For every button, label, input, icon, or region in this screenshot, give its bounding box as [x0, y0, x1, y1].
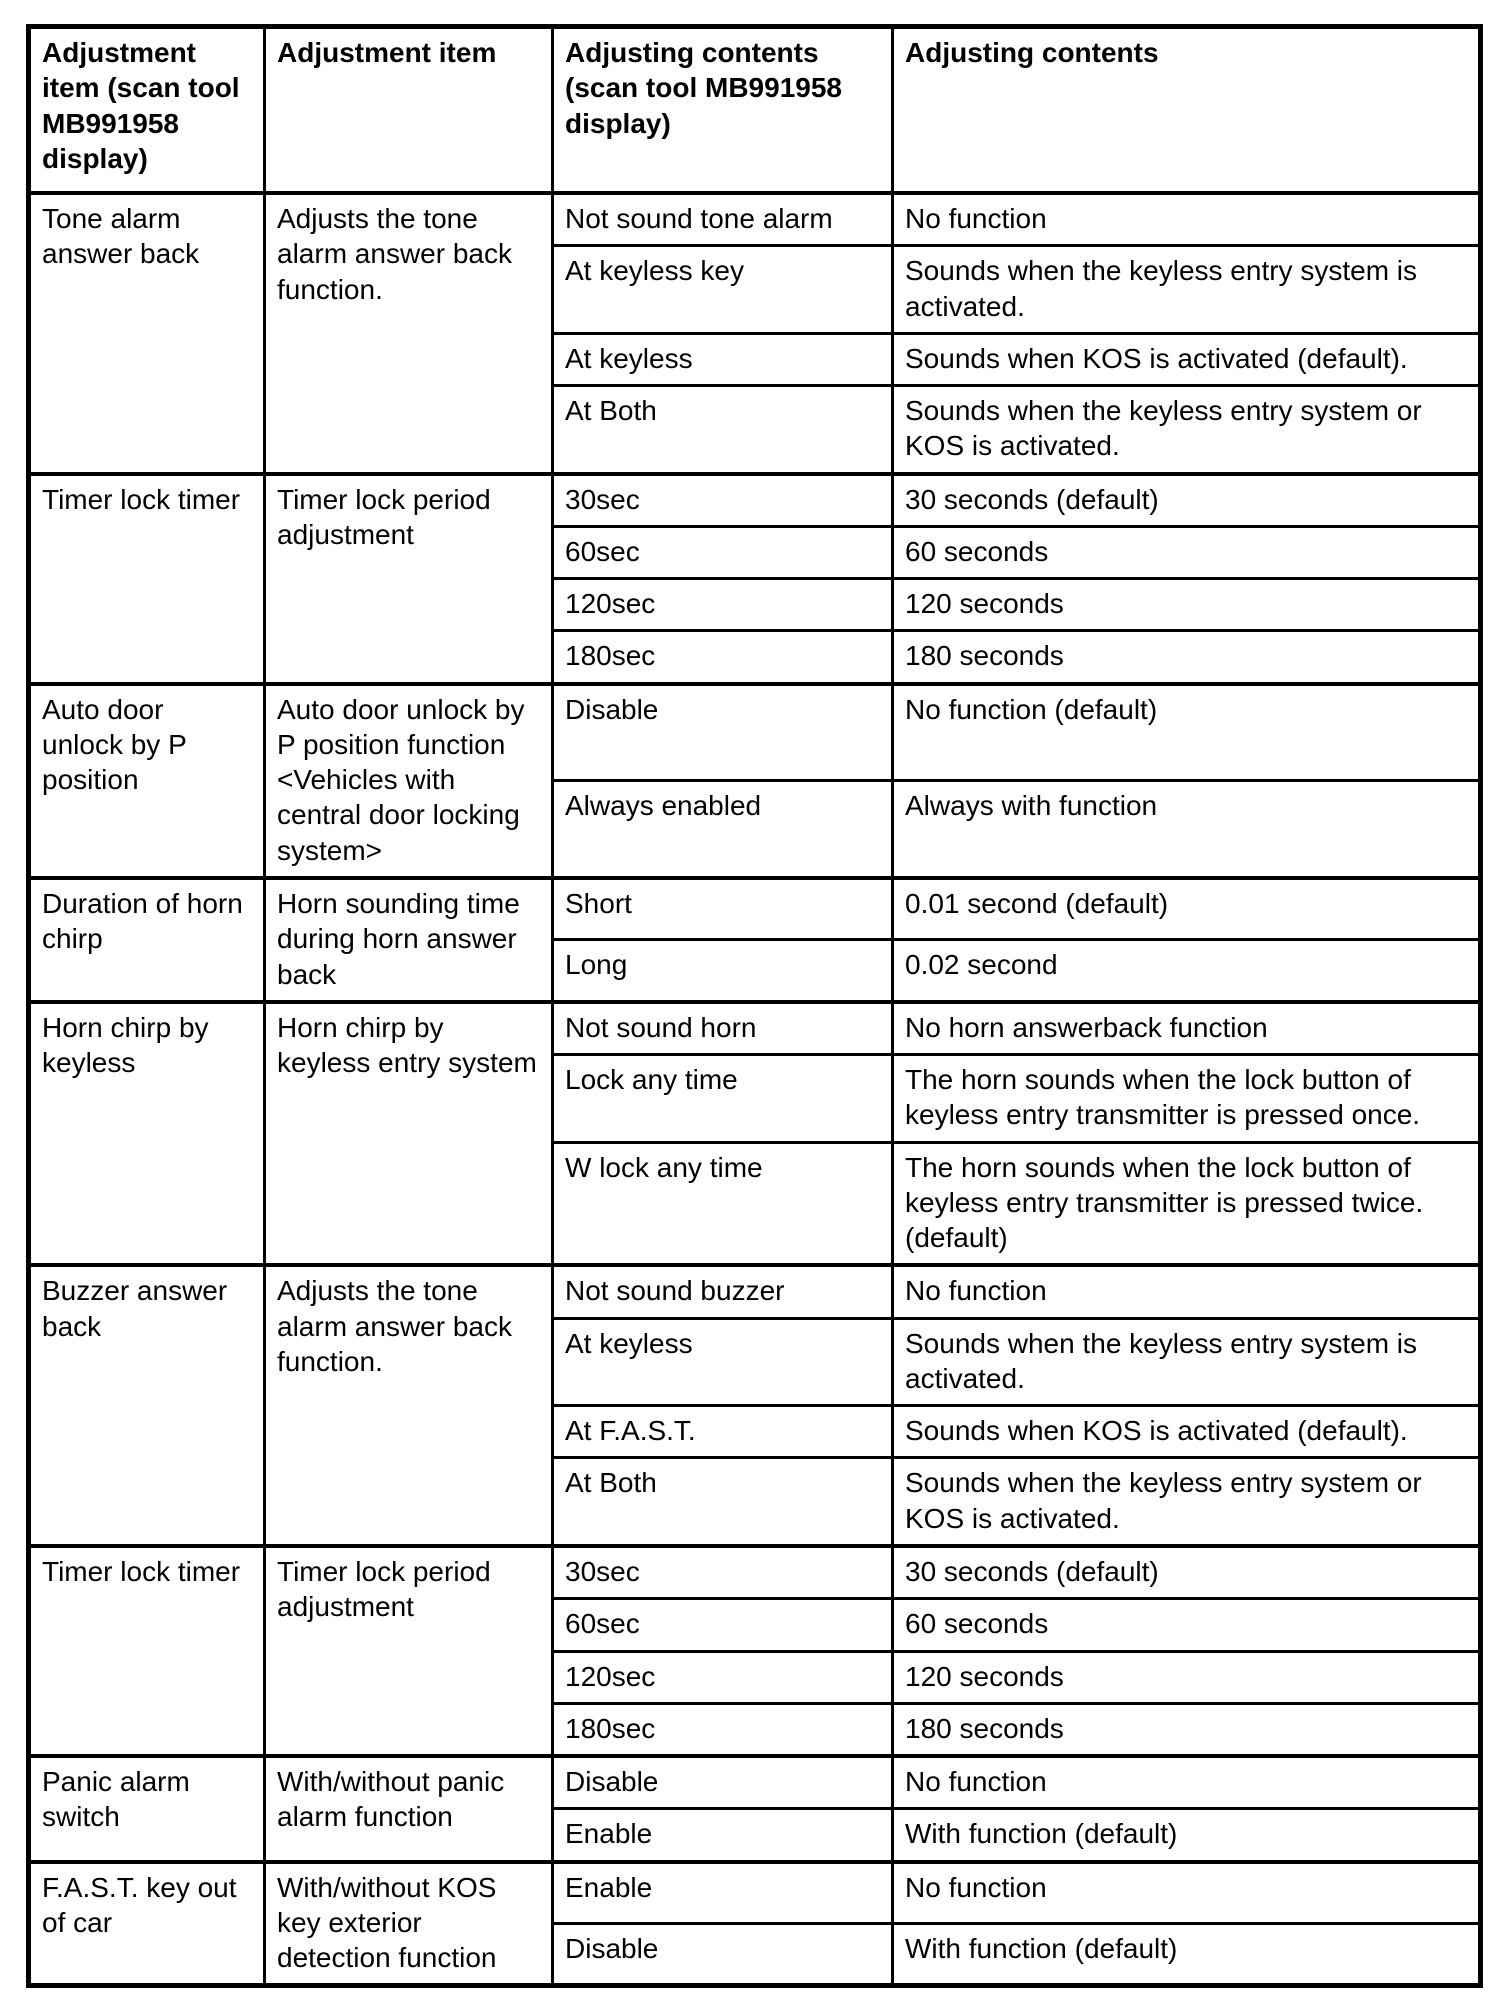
adjusting-result-cell: Sounds when the keyless entry system is activated.	[893, 246, 1481, 334]
adjusting-result-cell: 30 seconds (default)	[893, 1546, 1481, 1599]
adjusting-result-cell: 30 seconds (default)	[893, 474, 1481, 527]
table-row	[29, 878, 1481, 940]
adjusting-content-cell: 60sec	[553, 526, 893, 578]
table-body	[29, 193, 1481, 1986]
adjusting-content-cell: Disable	[553, 684, 893, 781]
header-adjusting-contents: Adjusting contents	[893, 27, 1481, 194]
adjustment-item-cell: Duration of horn chirp	[29, 878, 265, 1002]
adjustment-item-cell: Panic alarm switch	[29, 1756, 265, 1862]
adjusting-result-cell: 180 seconds	[893, 631, 1481, 684]
adjusting-result-cell: No function (default)	[893, 684, 1481, 781]
table-row	[29, 1862, 1481, 1924]
adjusting-result-cell: 120 seconds	[893, 579, 1481, 631]
adjusting-content-cell: 60sec	[553, 1599, 893, 1651]
adjustment-item-cell: Auto door unlock by P position	[29, 684, 265, 878]
adjusting-result-cell: No horn answerback function	[893, 1002, 1481, 1055]
adjusting-result-cell: The horn sounds when the lock button of keyless entry transmitter is pressed once.	[893, 1055, 1481, 1143]
adjusting-result-cell: Sounds when the keyless entry system is activated.	[893, 1318, 1481, 1406]
adjusting-content-cell: 180sec	[553, 631, 893, 684]
table-row	[29, 474, 1481, 527]
adjusting-content-cell: At keyless	[553, 1318, 893, 1406]
header-adjusting-contents-scan-tool: Adjusting contents (scan tool MB991958 display)	[553, 27, 893, 194]
adjustment-description-cell: Adjusts the tone alarm answer back function.	[265, 1265, 553, 1546]
adjusting-content-cell: Disable	[553, 1923, 893, 1985]
adjusting-content-cell: At keyless	[553, 333, 893, 385]
adjustment-table	[26, 24, 1483, 1988]
adjusting-result-cell: 60 seconds	[893, 1599, 1481, 1651]
adjusting-content-cell: 120sec	[553, 579, 893, 631]
adjusting-result-cell: Always with function	[893, 781, 1481, 878]
adjustment-item-cell: Tone alarm answer back	[29, 193, 265, 474]
adjustment-item-cell: Buzzer answer back	[29, 1265, 265, 1546]
table-row	[29, 1002, 1481, 1055]
adjusting-content-cell: 30sec	[553, 474, 893, 527]
adjusting-content-cell: At F.A.S.T.	[553, 1406, 893, 1458]
adjusting-result-cell: With function (default)	[893, 1923, 1481, 1985]
adjustment-item-cell: Horn chirp by keyless	[29, 1002, 265, 1266]
adjustment-item-cell: Timer lock timer	[29, 1546, 265, 1756]
adjusting-result-cell: 0.01 second (default)	[893, 878, 1481, 940]
adjusting-result-cell: No function	[893, 1862, 1481, 1924]
header-row	[29, 27, 1481, 194]
adjusting-result-cell: Sounds when KOS is activated (default).	[893, 1406, 1481, 1458]
adjusting-content-cell: Not sound horn	[553, 1002, 893, 1055]
adjusting-result-cell: With function (default)	[893, 1809, 1481, 1862]
table-row	[29, 1546, 1481, 1599]
adjusting-content-cell: Long	[553, 940, 893, 1002]
adjusting-content-cell: Disable	[553, 1756, 893, 1809]
adjusting-result-cell: 0.02 second	[893, 940, 1481, 1002]
adjusting-content-cell: Not sound buzzer	[553, 1265, 893, 1318]
adjustment-description-cell: Adjusts the tone alarm answer back function.	[265, 193, 553, 474]
table-row	[29, 1756, 1481, 1809]
adjustment-description-cell: Auto door unlock by P position function <Vehicles with central door locking system>	[265, 684, 553, 878]
adjusting-content-cell: 180sec	[553, 1703, 893, 1756]
adjustment-item-cell: F.A.S.T. key out of car	[29, 1862, 265, 1986]
adjusting-result-cell: No function	[893, 193, 1481, 246]
adjusting-result-cell: No function	[893, 1265, 1481, 1318]
adjustment-description-cell: Horn sounding time during horn answer back	[265, 878, 553, 1002]
adjusting-content-cell: W lock any time	[553, 1142, 893, 1265]
adjusting-result-cell: Sounds when KOS is activated (default).	[893, 333, 1481, 385]
adjusting-content-cell: At Both	[553, 1458, 893, 1546]
adjustment-description-cell: Horn chirp by keyless entry system	[265, 1002, 553, 1266]
adjusting-result-cell: Sounds when the keyless entry system or KOS is activated.	[893, 1458, 1481, 1546]
adjustment-item-cell: Timer lock timer	[29, 474, 265, 684]
adjusting-content-cell: Enable	[553, 1862, 893, 1924]
adjusting-content-cell: At keyless key	[553, 246, 893, 334]
table-row	[29, 193, 1481, 246]
adjusting-result-cell: No function	[893, 1756, 1481, 1809]
adjusting-result-cell: Sounds when the keyless entry system or KOS is activated.	[893, 386, 1481, 474]
adjusting-content-cell: Not sound tone alarm	[553, 193, 893, 246]
header-adjustment-item: Adjustment item	[265, 27, 553, 194]
adjusting-content-cell: At Both	[553, 386, 893, 474]
adjusting-result-cell: 180 seconds	[893, 1703, 1481, 1756]
adjustment-description-cell: Timer lock period adjustment	[265, 1546, 553, 1756]
adjusting-content-cell: Short	[553, 878, 893, 940]
adjusting-result-cell: 120 seconds	[893, 1651, 1481, 1703]
adjusting-result-cell: The horn sounds when the lock button of keyless entry transmitter is pressed twice. (default)	[893, 1142, 1481, 1265]
adjusting-content-cell: Lock any time	[553, 1055, 893, 1143]
adjusting-content-cell: Always enabled	[553, 781, 893, 878]
adjustment-description-cell: Timer lock period adjustment	[265, 474, 553, 684]
table-header	[29, 27, 1481, 194]
header-adjustment-item-scan-tool: Adjustment item (scan tool MB991958 display)	[29, 27, 265, 194]
table-row	[29, 684, 1481, 781]
adjusting-content-cell: Enable	[553, 1809, 893, 1862]
table-row	[29, 1265, 1481, 1318]
adjustment-description-cell: With/without panic alarm function	[265, 1756, 553, 1862]
adjusting-content-cell: 120sec	[553, 1651, 893, 1703]
adjustment-description-cell: With/without KOS key exterior detection function	[265, 1862, 553, 1986]
adjusting-result-cell: 60 seconds	[893, 526, 1481, 578]
adjusting-content-cell: 30sec	[553, 1546, 893, 1599]
